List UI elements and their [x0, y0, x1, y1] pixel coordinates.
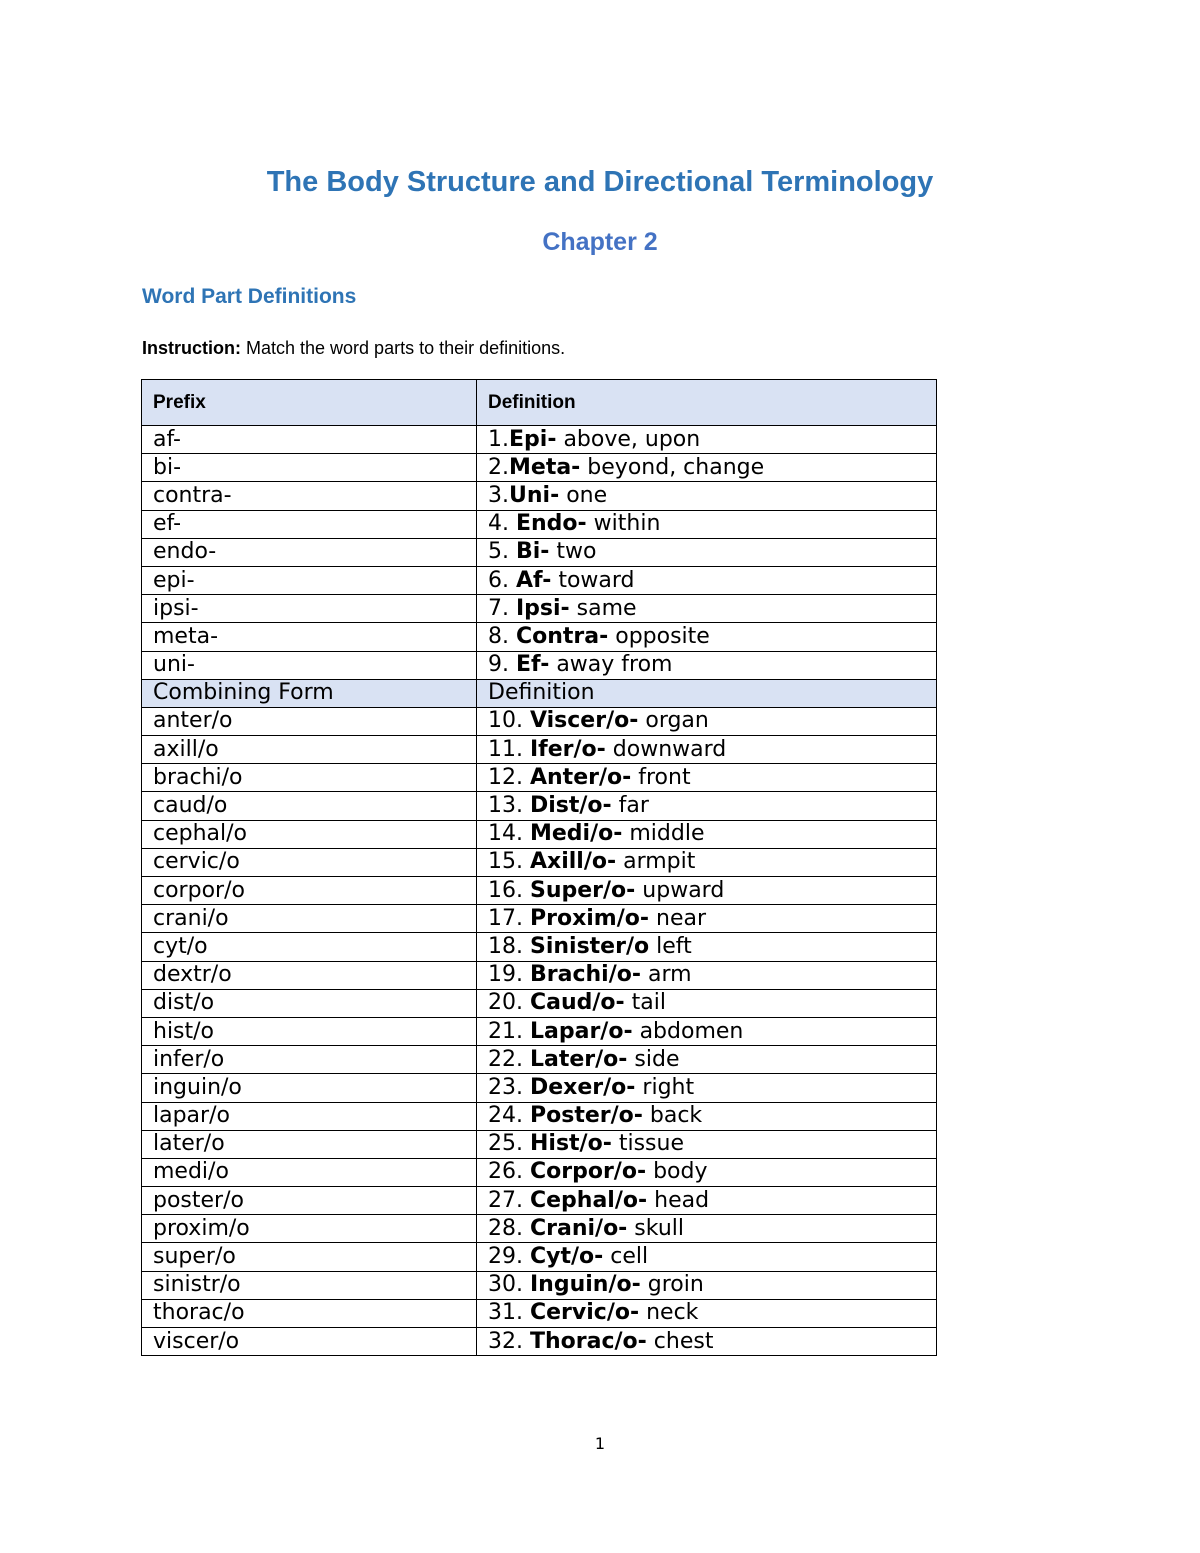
header-prefix: Prefix [142, 380, 477, 426]
definition-cell [477, 1046, 937, 1074]
definition-word-part: Ifer/o- [529, 736, 606, 762]
table-row [142, 510, 937, 538]
definition-meaning: side [627, 1046, 680, 1072]
definition-number: 6. [488, 567, 516, 593]
definition-word-part: Medi/o- [529, 821, 623, 847]
definition-word-part: Af- [515, 567, 552, 593]
definition-word-part: Brachi/o- [529, 962, 641, 988]
word-part-cell: poster/o [142, 1187, 477, 1215]
definition-meaning: head [647, 1187, 710, 1213]
definition-number: 24. [488, 1103, 530, 1129]
word-part-cell: endo- [142, 538, 477, 566]
word-part-cell: thorac/o [142, 1299, 477, 1327]
definition-meaning: cell [603, 1244, 649, 1270]
word-part-cell: cervic/o [142, 848, 477, 876]
table-row [142, 736, 937, 764]
definition-meaning: body [646, 1159, 708, 1185]
definition-meaning: above, upon [556, 426, 701, 452]
definition-word-part: Meta- [509, 454, 581, 480]
definition-meaning: same [569, 595, 637, 621]
definition-word-part: Bi- [515, 539, 550, 565]
definition-meaning: groin [640, 1272, 704, 1298]
definition-cell [477, 1187, 937, 1215]
definition-word-part: Axill/o- [529, 849, 617, 875]
definition-word-part: Caud/o- [529, 990, 625, 1016]
word-part-cell: corpor/o [142, 877, 477, 905]
word-part-cell: axill/o [142, 736, 477, 764]
definition-number: 11. [488, 736, 530, 762]
section-heading: Word Part Definitions [142, 285, 357, 308]
definition-cell [477, 426, 937, 454]
definition-number: 21. [488, 1018, 530, 1044]
word-part-cell: sinistr/o [142, 1271, 477, 1299]
word-part-cell: cephal/o [142, 820, 477, 848]
table-row [142, 426, 937, 454]
table-row [142, 792, 937, 820]
definition-cell [477, 933, 937, 961]
definition-cell [477, 1102, 937, 1130]
definition-word-part: Corpor/o- [529, 1159, 647, 1185]
definition-word-part: Sinister/o [529, 933, 650, 959]
definition-number: 12. [488, 764, 530, 790]
definition-number: 3. [488, 482, 509, 508]
table-row [142, 1074, 937, 1102]
definition-cell [477, 566, 937, 594]
definition-word-part: Later/o- [529, 1046, 628, 1072]
definition-number: 28. [488, 1215, 530, 1241]
table-row [142, 1158, 937, 1186]
table-header-row [142, 380, 937, 426]
definition-cell [477, 623, 937, 651]
definition-number: 5. [488, 539, 516, 565]
table-row [142, 538, 937, 566]
definition-meaning: left [649, 933, 692, 959]
definition-cell [477, 764, 937, 792]
table-row [142, 566, 937, 594]
definition-word-part: Ef- [515, 652, 550, 678]
word-part-cell: crani/o [142, 905, 477, 933]
definition-number: 9. [488, 652, 516, 678]
definition-cell [477, 651, 937, 679]
table-row [142, 820, 937, 848]
definition-word-part: Thorac/o- [529, 1328, 647, 1354]
table-row [142, 848, 937, 876]
word-part-cell: inguin/o [142, 1074, 477, 1102]
header-definition: Definition [477, 380, 937, 426]
word-part-cell: caud/o [142, 792, 477, 820]
definition-number: 16. [488, 877, 530, 903]
document-title: The Body Structure and Directional Terminology [266, 166, 934, 198]
definition-cell [477, 877, 937, 905]
definition-number: 29. [488, 1244, 530, 1270]
table-row [142, 1130, 937, 1158]
definition-cell [477, 1130, 937, 1158]
definition-number: 32. [488, 1328, 530, 1354]
definition-word-part: Cephal/o- [529, 1187, 648, 1213]
definition-word-part: Cyt/o- [529, 1244, 604, 1270]
definition-meaning: upward [635, 877, 725, 903]
definition-number: 13. [488, 793, 530, 819]
definition-word-part: Inguin/o- [529, 1272, 641, 1298]
word-part-cell: brachi/o [142, 764, 477, 792]
word-part-cell: contra- [142, 482, 477, 510]
definition-cell [477, 989, 937, 1017]
definition-cell [477, 454, 937, 482]
word-part-cell: af- [142, 426, 477, 454]
table-subheader-row [142, 679, 937, 707]
definition-meaning: neck [639, 1300, 699, 1326]
definition-meaning: skull [627, 1215, 684, 1241]
definition-word-part: Uni- [509, 482, 560, 508]
definition-cell [477, 707, 937, 735]
definition-number: 25. [488, 1131, 530, 1157]
definition-cell [477, 848, 937, 876]
table-row [142, 961, 937, 989]
definition-meaning: front [631, 764, 691, 790]
word-part-cell: ef- [142, 510, 477, 538]
definition-word-part: Hist/o- [529, 1131, 612, 1157]
definition-cell [477, 1017, 937, 1045]
definition-word-part: Crani/o- [529, 1215, 628, 1241]
definition-meaning: right [635, 1074, 695, 1100]
definition-number: 15. [488, 849, 530, 875]
definition-cell [477, 538, 937, 566]
word-part-cell: proxim/o [142, 1215, 477, 1243]
definition-meaning: tail [624, 990, 666, 1016]
definition-cell [477, 1271, 937, 1299]
table-body [142, 380, 937, 1356]
definition-word-part: Dexer/o- [529, 1074, 636, 1100]
definition-number: 27. [488, 1187, 530, 1213]
word-part-cell: meta- [142, 623, 477, 651]
definition-meaning: opposite [608, 623, 710, 649]
word-part-cell: super/o [142, 1243, 477, 1271]
definition-cell [477, 595, 937, 623]
definition-cell [477, 1215, 937, 1243]
definition-cell [477, 1328, 937, 1356]
table-row [142, 623, 937, 651]
definition-word-part: Contra- [515, 623, 609, 649]
table-row [142, 905, 937, 933]
definition-meaning: tissue [611, 1131, 684, 1157]
definition-number: 17. [488, 905, 530, 931]
definition-meaning: toward [551, 567, 635, 593]
definition-meaning: far [611, 793, 649, 819]
instruction-body: Match the word parts to their definitions. [241, 338, 566, 358]
table-row [142, 1328, 937, 1356]
word-part-cell: infer/o [142, 1046, 477, 1074]
word-part-cell: viscer/o [142, 1328, 477, 1356]
word-part-cell: lapar/o [142, 1102, 477, 1130]
word-part-cell: dist/o [142, 989, 477, 1017]
definition-meaning: two [549, 539, 597, 565]
table-row [142, 933, 937, 961]
table-row [142, 1187, 937, 1215]
table-row [142, 1271, 937, 1299]
definition-meaning: near [649, 905, 707, 931]
definition-number: 20. [488, 990, 530, 1016]
definition-meaning: chest [646, 1328, 714, 1354]
word-part-cell: dextr/o [142, 961, 477, 989]
definition-meaning: one [559, 482, 608, 508]
chapter-heading: Chapter 2 [542, 228, 658, 256]
definition-meaning: downward [605, 736, 727, 762]
definition-number: 14. [488, 821, 530, 847]
word-part-cell: cyt/o [142, 933, 477, 961]
word-part-cell: uni- [142, 651, 477, 679]
word-part-cell: later/o [142, 1130, 477, 1158]
definition-word-part: Cervic/o- [529, 1300, 640, 1326]
definition-word-part: Dist/o- [529, 793, 612, 819]
page-number: 1 [594, 1434, 606, 1453]
definition-number: 26. [488, 1159, 530, 1185]
word-part-cell: bi- [142, 454, 477, 482]
definition-meaning: within [586, 511, 661, 537]
definition-number: 23. [488, 1074, 530, 1100]
table-row [142, 454, 937, 482]
definition-meaning: organ [638, 708, 709, 734]
table-row [142, 1102, 937, 1130]
definition-word-part: Lapar/o- [529, 1018, 633, 1044]
definition-word-part: Proxim/o- [529, 905, 650, 931]
definition-number: 7. [488, 595, 516, 621]
word-part-cell: hist/o [142, 1017, 477, 1045]
definition-meaning: back [642, 1103, 703, 1129]
definition-meaning: middle [622, 821, 705, 847]
table-row [142, 989, 937, 1017]
definition-number: 19. [488, 962, 530, 988]
definition-word-part: Poster/o- [529, 1103, 643, 1129]
definition-cell [477, 792, 937, 820]
definition-number: 31. [488, 1300, 530, 1326]
definition-number: 8. [488, 623, 516, 649]
definition-meaning: away from [549, 652, 673, 678]
subheader-definition: Definition [477, 679, 937, 707]
word-part-cell: anter/o [142, 707, 477, 735]
definition-cell [477, 1074, 937, 1102]
table-row [142, 1046, 937, 1074]
definition-cell [477, 820, 937, 848]
definition-cell [477, 510, 937, 538]
definition-word-part: Epi- [509, 426, 557, 452]
definition-word-part: Anter/o- [529, 764, 632, 790]
definition-cell [477, 1243, 937, 1271]
definition-word-part: Viscer/o- [529, 708, 639, 734]
instruction-label: Instruction: [142, 338, 241, 358]
table-row [142, 595, 937, 623]
definition-cell [477, 1158, 937, 1186]
definition-meaning: arm [640, 962, 692, 988]
definition-word-part: Ipsi- [515, 595, 570, 621]
word-part-table [141, 379, 937, 1356]
definition-meaning: abdomen [632, 1018, 744, 1044]
subheader-combining-form: Combining Form [142, 679, 477, 707]
definition-number: 18. [488, 933, 530, 959]
table-row [142, 1243, 937, 1271]
definition-number: 30. [488, 1272, 530, 1298]
definition-number: 2. [488, 454, 509, 480]
table-row [142, 707, 937, 735]
definition-meaning: beyond, change [580, 454, 765, 480]
definition-number: 1. [488, 426, 509, 452]
table-row [142, 764, 937, 792]
table-row [142, 1215, 937, 1243]
instruction-text [142, 338, 565, 359]
definition-cell [477, 736, 937, 764]
definition-cell [477, 482, 937, 510]
table-row [142, 1299, 937, 1327]
definition-number: 10. [488, 708, 530, 734]
definition-number: 22. [488, 1046, 530, 1072]
word-part-cell: medi/o [142, 1158, 477, 1186]
table-row [142, 482, 937, 510]
definition-word-part: Super/o- [529, 877, 636, 903]
definition-number: 4. [488, 511, 516, 537]
word-part-cell: epi- [142, 566, 477, 594]
definition-cell [477, 961, 937, 989]
definition-cell [477, 905, 937, 933]
table-row [142, 651, 937, 679]
definition-cell [477, 1299, 937, 1327]
definition-meaning: armpit [616, 849, 696, 875]
word-part-cell: ipsi- [142, 595, 477, 623]
definition-word-part: Endo- [515, 511, 587, 537]
table-row [142, 1017, 937, 1045]
table-row [142, 877, 937, 905]
